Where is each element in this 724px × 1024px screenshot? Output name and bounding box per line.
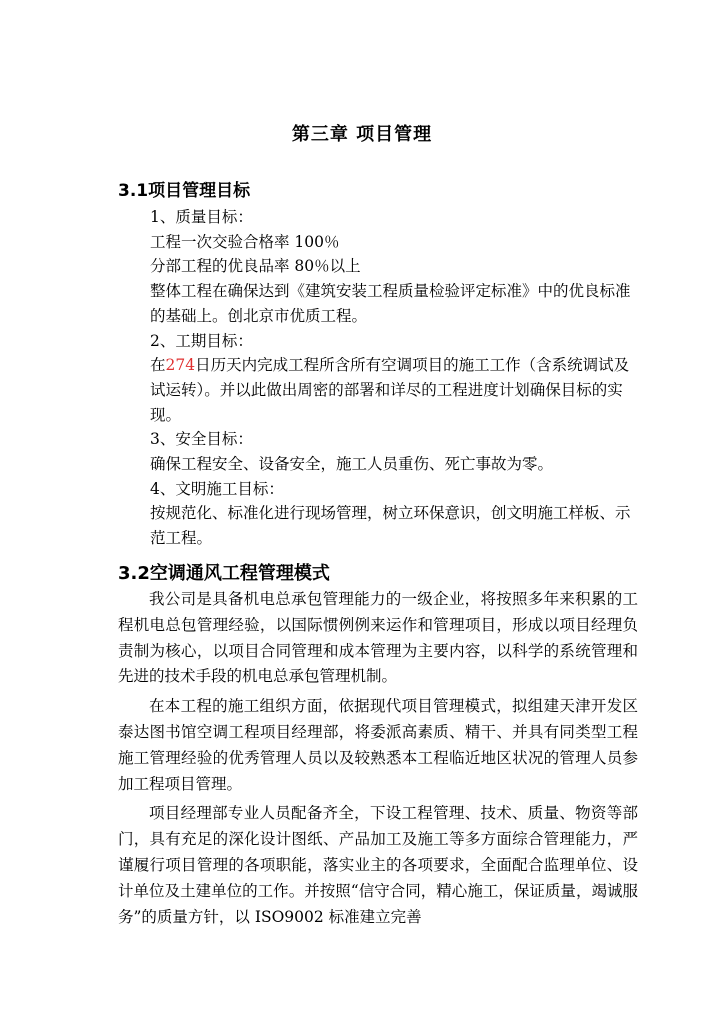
quality-goal-line-1: 工程一次交验合格率 100％	[150, 232, 340, 251]
quality-goal-line-2: 分部工程的优良品率 80％以上	[150, 257, 361, 276]
schedule-days-highlight: 274	[165, 356, 196, 375]
schedule-goal-label: 2、工期目标：	[150, 331, 253, 350]
section-heading-3-1: 3.1项目管理目标	[118, 181, 251, 201]
schedule-suffix: 日历天内完成工程所含所有空调项目的施工工作（含系统调试及试运转）。并以此做出周密的部署和详尽的工程进度计划确保目标的实现。	[150, 356, 630, 424]
chapter-title: 第三章 项目管理	[291, 124, 433, 145]
paragraph-1: 我公司是具备机电总承包管理能力的一级企业，将按照多年来积累的工程机电总包管理经验，以国际惯例例来运作和管理项目，形成以项目经理负责制为核心，以项目合同管理和成本管理为主要内容，以科学的系统管理和先进的技术手段的机电总承包管理机制。	[118, 590, 638, 686]
safety-goal-text: 确保工程安全、设备安全，施工人员重伤、死亡事故为零。	[150, 455, 554, 474]
quality-goal-label: 1、质量目标：	[150, 208, 253, 226]
section-3-2-body	[118, 587, 638, 930]
quality-goal-line-3: 整体工程在确保达到《建筑安装工程质量检验评定标准》中的优良标准的基础上。创北京市优质工程。	[150, 282, 631, 325]
safety-goal-label: 3、安全目标：	[150, 430, 253, 449]
paragraph-3: 项目经理部专业人员配备齐全，下设工程管理、技术、质量、物资等部门，具有充足的深化设计图纸、产品加工及施工等多方面综合管理能力，严谨履行项目管理的各项职能，落实业主的各项要求，全面配合监理单位、设计单位及土建单位的工作。并按照“信守合同，精心施工，保证质量，竭诚服务”的质量方针，以 ISO9002 标准建立完善	[118, 804, 638, 926]
civil-goal-text: 按规范化、标准化进行现场管理，树立环保意识，创文明施工样板、示范工程。	[150, 504, 631, 548]
section-3-1-body	[150, 205, 640, 551]
schedule-prefix: 在	[150, 356, 166, 375]
schedule-goal-text	[150, 353, 640, 427]
section-heading-3-2: 3.2空调通风工程管理模式	[118, 563, 330, 584]
civil-goal-label: 4、文明施工目标：	[150, 479, 284, 498]
paragraph-2: 在本工程的施工组织方面，依据现代项目管理模式，拟组建天津开发区泰达图书馆空调工程项目经理部，将委派高素质、精干、并具有同类型工程施工管理经验的优秀管理人员以及较熟悉本工程临近地区状况的管理人员参加工程项目管理。	[118, 697, 638, 793]
